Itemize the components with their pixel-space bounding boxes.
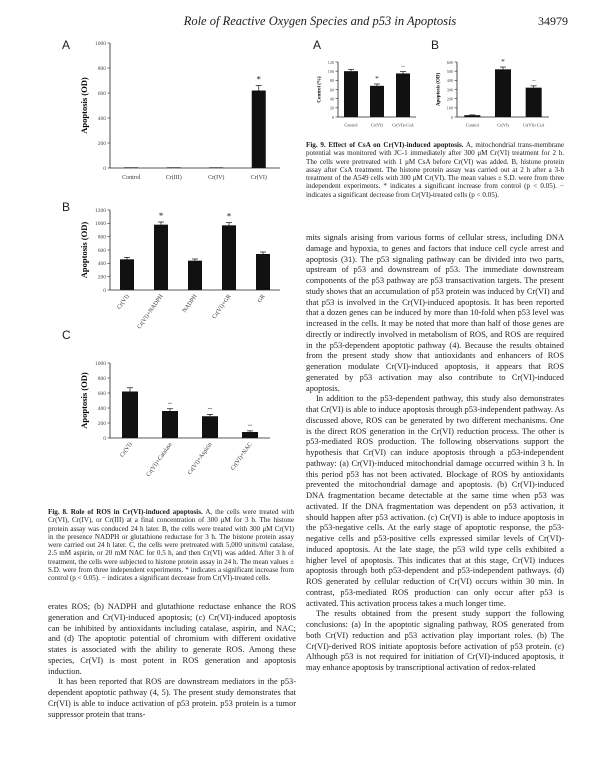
right-paragraph-1: mits signals arising from various forms of cellular stress, including DNA damage and hypoxia, to genes and factors that induce cell cycle arrest and apoptosis (31). The p53 signaling pathway can be divided into two parts, upstream of p53 and downstream of p53. The immediate downstream components of the p53 pathway are p53 transactivation targets. The present study shows that an accumulation of p53 protein was induced by Cr(VI) and that p53 is involved in the Cr(VI)-induced apoptosis. It has been reported that a dozen genes can be induced by more than 10-fold when p53 level was increased in the cells. It may be noted that more than half of those genes are directly or indirectly involved in metabolism of ROS, and ROS are required in the p53-dependent apoptotic pathway (4). Because the results obtained from the present study show that antioxidants and enhancers of ROS generation modulate Cr(VI)-induced apoptosis, it appears that ROS generated by p53 activation may also contribute to Cr(VI)-induced apoptosis.	[306, 233, 564, 393]
significance-mark: −	[531, 75, 536, 85]
fig9-panel-b-letter: B	[431, 38, 440, 52]
y-tick-label: 100	[327, 68, 334, 74]
y-tick-label: 600	[97, 90, 106, 97]
y-tick-label: 500	[446, 68, 453, 74]
category-label: Cr(VI)	[497, 122, 509, 128]
category-label: Control	[122, 175, 141, 181]
y-tick-label: 600	[97, 247, 106, 254]
bar	[370, 86, 384, 117]
category-label: Control	[465, 122, 479, 128]
y-axis-label: Apoptosis (OD)	[78, 372, 89, 429]
category-label: Cr(VI)	[371, 122, 383, 128]
bar	[167, 167, 181, 168]
category-label: Cr(VI)+CsA	[522, 122, 545, 128]
category-label: Cr(VI)+Catalase	[145, 441, 174, 478]
significance-mark: −	[167, 397, 173, 408]
category-label: Cr(VI)+GR	[211, 293, 233, 321]
bar	[222, 225, 236, 290]
fig8-caption-body: A, the cells were treated with Cr(VI), Cr(IV), or Cr(III) at a final concentration of 300 μM for 3 h. The histone protein assay was conduced 24 h later. B, the cells were treated with 300 μM Cr(VI) in the presence NADPH or glutathione reductase for 3 h. The histone protein assay were carried out 24 h later. C, the cells were pretreated with 5,000 units/ml catalase, 2.5 mM aspirin, or 20 mM NAC for 0.5 h, and then Cr(VI) was added. After 3 h of treatment, the cells were subjected to histone protein assay in 24 h. The mean values ± S.D. were from three independent experiments. * indicates a significant increase from control (p < 0.05). − indicates a significant decrease from Cr(VI)-treated cells.	[48, 508, 294, 583]
category-label: Cr(VI)+NAC	[230, 441, 254, 472]
y-tick-label: 800	[97, 65, 106, 72]
category-label: Cr(VI)	[119, 441, 134, 459]
bar	[464, 115, 480, 117]
bar	[256, 254, 270, 290]
y-axis-label: Apoptosis (OD)	[78, 221, 89, 279]
y-tick-label: 40	[329, 96, 334, 102]
y-axis-label: Control (%)	[317, 76, 323, 103]
bar	[122, 392, 138, 439]
y-tick-label: 60	[329, 87, 334, 93]
right-paragraph-3: The results obtained from the present study support the following conclusions: (a) In the apoptotic signaling pathway, ROS generated from both Cr(VI) reduction and p53 activation play important roles. (b) The Cr(VI)-derived ROS initiate apoptosis before activation of p53 protein. (c) Although p53 is not required for initiation of Cr(VI)-induced apoptosis, it may enhance apoptosis by transcriptional activation of redox-related	[306, 609, 564, 672]
significance-mark: *	[501, 57, 505, 67]
fig9-panel-a-chart	[310, 52, 420, 136]
y-tick-label: 800	[97, 375, 106, 382]
category-label: Cr(VI)	[250, 175, 267, 181]
y-tick-label: 200	[97, 420, 106, 427]
y-tick-label: 1000	[95, 221, 106, 228]
right-paragraph-2: In addition to the p53-dependent pathway, this study also demonstrates that Cr(VI) is able to induce apoptosis through p53-independent pathway. As discussed above, ROS can be generated by two different mechanisms. One is the direct ROS generation in the Cr(VI) reduction process. The other is p53-mediated ROS production. The following observations support the hypothesis that Cr(VI) can induce apoptosis through a p53-independent pathway: (a) Cr(VI)-induced mitochondrial damage occurred within 3 h. In this period p53 has not been activated. Blockage of ROS by antioxidants prevented the mitochondrial damage and apoptosis. (b) Cr(VI)-induced DNA fragmentation became detectable at the same time when p53 was activated. If the DNA fragmentation was dependent on p53 activation, it should happen after p53 activation. (c) Cr(VI) is able to induce apoptosis in the p53-negative cells. At the early stage of apoptotic response, the p53-negative cells and p53-positive cells expressed similar levels of Cr(VI)-induced apoptosis. At the late stage, the p53 wild type cells exhibited a higher level of apoptosis. This indicates that at this stage, Cr(VI) induces apoptosis through both p53-dependent and p53-independent pathways. (d) ROS generated by cellular reduction of Cr(VI) occurs within 30 min. In contrast, p53-mediated ROS production can only occur after p53 is activated. This activation process takes a much longer time.	[306, 394, 564, 608]
category-label: Cr(III)	[165, 175, 182, 181]
significance-mark: −	[247, 419, 253, 430]
fig8-caption-label: Fig. 8.	[48, 508, 68, 516]
y-tick-label: 80	[329, 78, 334, 84]
significance-mark: *	[226, 211, 232, 222]
y-tick-label: 100	[446, 105, 453, 111]
y-tick-label: 0	[103, 435, 106, 442]
y-tick-label: 0	[450, 114, 453, 120]
y-tick-label: 120	[327, 59, 334, 65]
bar	[188, 261, 202, 290]
right-column-text	[306, 233, 564, 674]
bar	[396, 73, 410, 117]
bar	[526, 88, 542, 117]
bar	[124, 167, 138, 168]
category-label: Cr(VI)	[116, 293, 131, 311]
category-label: Control	[344, 122, 358, 128]
fig9-caption-body: A, mitochondrial trans-membrane potential was monitored with JC-1 immediately after 300 μM Cr(VI) treatment for 2 h. The cells were pretreated with 1 μM CsA before Cr(VI) was added. B, histone protein assay after CsA treatment. The histone protein assay was carried out at 2 h after a 3-h treatment of the A549 cells with 300 μM Cr(VI). The mean values ± S.D. were from three independent experiments. * indicates a significant increase from control (p < 0.05). − indicates a significant decrease from Cr(VI)-treated cells (p < 0.05).	[306, 141, 565, 199]
fig9-panel-a-letter: A	[313, 38, 322, 52]
page-number: 34979	[538, 14, 568, 28]
y-axis-label: Apoptosis (OD)	[436, 72, 442, 107]
fig8-panel-b-letter: B	[62, 200, 71, 214]
significance-mark: −	[400, 61, 406, 71]
left-paragraph-2: It has been reported that ROS are downstream mediators in the p53-dependent apoptotic pathway (4, 5). The present study demonstrates that Cr(VI) is able to induce activation of p53 protein. p53 protein is a tumor suppressor protein that trans-	[48, 677, 296, 719]
y-tick-label: 600	[97, 390, 106, 397]
category-label: GR	[256, 293, 267, 304]
y-tick-label: 800	[97, 234, 106, 241]
bar	[120, 259, 134, 290]
y-tick-label: 400	[446, 78, 453, 84]
fig8-panel-a-chart	[55, 35, 295, 190]
fig8-panel-a-letter: A	[62, 38, 71, 52]
fig8-caption-title: Role of ROS in Cr(VI)-induced apoptosis.	[70, 508, 203, 516]
y-tick-label: 200	[446, 96, 453, 102]
significance-mark: *	[256, 74, 261, 85]
bar	[202, 416, 218, 438]
y-tick-label: 0	[103, 165, 106, 172]
y-tick-label: 400	[97, 115, 106, 122]
bar	[344, 71, 358, 117]
y-tick-label: 200	[97, 274, 106, 281]
bar	[242, 432, 258, 438]
y-tick-label: 1000	[95, 360, 106, 367]
category-label: Cr(VI)+CsA	[392, 122, 414, 128]
fig9-caption-title: Effect of CsA on Cr(VI)-induced apoptosis.	[328, 141, 464, 149]
fig8-panel-c-letter: C	[62, 328, 71, 342]
fig8-caption	[48, 508, 294, 583]
significance-mark: −	[207, 403, 213, 414]
bar	[495, 69, 511, 117]
bar	[154, 225, 168, 290]
category-label: Cr(VI)+Aspirin	[187, 441, 214, 477]
y-axis-label: Apoptosis (OD)	[78, 77, 89, 134]
fig9-caption-label: Fig. 9.	[306, 141, 326, 149]
left-column-text	[48, 602, 296, 720]
y-tick-label: 0	[103, 287, 106, 294]
fig9-caption	[306, 141, 564, 199]
significance-mark: *	[375, 74, 379, 83]
y-tick-label: 1000	[95, 40, 106, 47]
y-tick-label: 1200	[95, 207, 106, 214]
running-title: Role of Reactive Oxygen Species and p53 in Apoptosis	[183, 14, 457, 28]
bar	[162, 411, 178, 438]
y-tick-label: 400	[97, 261, 106, 268]
fig8-panel-b-chart	[55, 200, 295, 335]
y-tick-label: 200	[97, 140, 106, 147]
category-label: Cr(IV)	[208, 175, 225, 181]
category-label: NADPH	[181, 293, 199, 315]
y-tick-label: 300	[446, 87, 453, 93]
fig8-panel-c-chart	[55, 355, 295, 505]
fig9-panel-b-chart	[427, 52, 557, 136]
y-tick-label: 400	[97, 405, 106, 412]
y-tick-label: 20	[329, 105, 334, 111]
left-paragraph-1: erates ROS; (b) NADPH and glutathione reductase enhance the ROS generation and Cr(VI)-induced apoptosis; (c) Cr(VI)-induced apoptosis can be inhibited by antioxidants including catalase, aspirin, and NAC; and (d) The apoptotic potential of chromium with different oxidative states is associated with the ability to generate ROS. Among these species, Cr(VI) is most potent in ROS generation and apoptosis induction.	[48, 602, 296, 676]
category-label: Cr(VI)+NADPH	[136, 293, 165, 331]
y-tick-label: 0	[331, 114, 334, 120]
y-tick-label: 600	[446, 59, 453, 65]
bar	[252, 91, 266, 169]
bar	[209, 167, 223, 168]
significance-mark: *	[158, 211, 164, 221]
